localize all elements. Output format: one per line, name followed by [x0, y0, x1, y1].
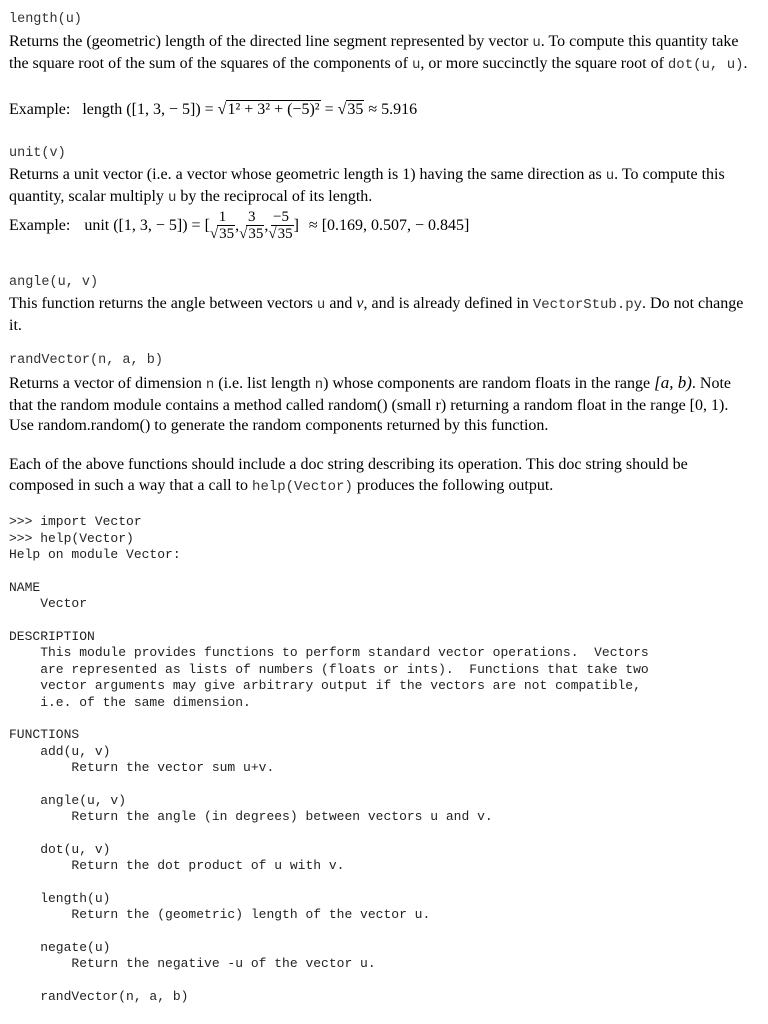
console-line: Help on module Vector:: [9, 547, 181, 562]
length-signature: length(u): [9, 12, 82, 27]
randvector-signature: randVector(n, a, b): [9, 353, 163, 368]
function-doc: Return the negative -u of the vector u.: [9, 956, 376, 971]
function-doc: Return the vector sum u+v.: [9, 760, 275, 775]
unit-fraction-3: $\frac{-5}{√35}$: [268, 209, 293, 242]
unit-signature: unit(v): [9, 146, 66, 161]
description-line: vector arguments may give arbitrary output if the vectors are not compatible,: [9, 678, 641, 693]
function-signature: randVector(n, a, b): [9, 988, 189, 1004]
function-signature: length(u): [9, 890, 111, 906]
length-description: Returns the (geometric) length of the directed line segment represented by vector u. To compute this quantity take the square root of the sum of the squares of the components of u, or more succinctly the square root of dot(u, u).: [9, 33, 748, 73]
console-line: >>> import Vector: [9, 514, 142, 529]
name-heading: NAME: [9, 579, 41, 595]
docstring-paragraph: Each of the above functions should include a doc string describing its operation. This doc string should be composed in such a way that a call to help(Vector) produces the following output.: [9, 456, 688, 495]
unit-fraction-2: $\frac{3}{√35}$: [239, 209, 264, 242]
functions-heading: FUNCTIONS: [9, 727, 80, 742]
description-heading: DESCRIPTION: [9, 628, 95, 644]
unit-description: Returns a unit vector (i.e. a vector whose geometric length is 1) having the same direction as u. To compute this quantity, scalar multiply u by the reciprocal of its length.: [9, 166, 725, 206]
console-output: [9, 514, 649, 1005]
description-line: i.e. of the same dimension.: [9, 694, 251, 710]
function-doc: Return the dot product of u with v.: [9, 858, 345, 873]
function-doc: Return the angle (in degrees) between vectors u and v.: [9, 809, 493, 824]
unit-example: Example: unit ([1, 3, − 5]) = [ $\frac{1}{√35}$ , $\frac{3}{√35}$ , $\frac{-5}{√35}$ ] ≈ [0.169, 0.507, − 0.845]: [9, 209, 470, 242]
description-line: are represented as lists of numbers (floats or ints). Functions that take two: [9, 661, 649, 677]
angle-description: This function returns the angle between vectors u and v, and is already defined in VectorStub.py. Do not change it.: [9, 295, 744, 334]
function-signature: negate(u): [9, 939, 111, 955]
console-line: >>> help(Vector): [9, 530, 134, 546]
unit-fraction-1: $\frac{1}{√35}$: [209, 209, 235, 242]
length-example: Example: length ([1, 3, − 5]) = √1² + 3² + (−5)² = √35 ≈ 5.916: [9, 101, 418, 118]
angle-signature: angle(u, v): [9, 275, 99, 290]
function-doc: Return the (geometric) length of the vector u.: [9, 907, 431, 922]
function-signature: angle(u, v): [9, 792, 127, 808]
function-signature: add(u, v): [9, 743, 111, 759]
function-signature: dot(u, v): [9, 841, 111, 857]
description-line: This module provides functions to perform standard vector operations. Vectors: [9, 645, 649, 660]
randvector-description: Returns a vector of dimension n (i.e. list length n) whose components are random floats in the range [a, b). Note that the random module contains a method called random() (small r) returning a random float in the range [0, 1). Use random.random() to generate the random components returned by this function.: [9, 373, 731, 434]
name-value: Vector: [9, 596, 88, 611]
